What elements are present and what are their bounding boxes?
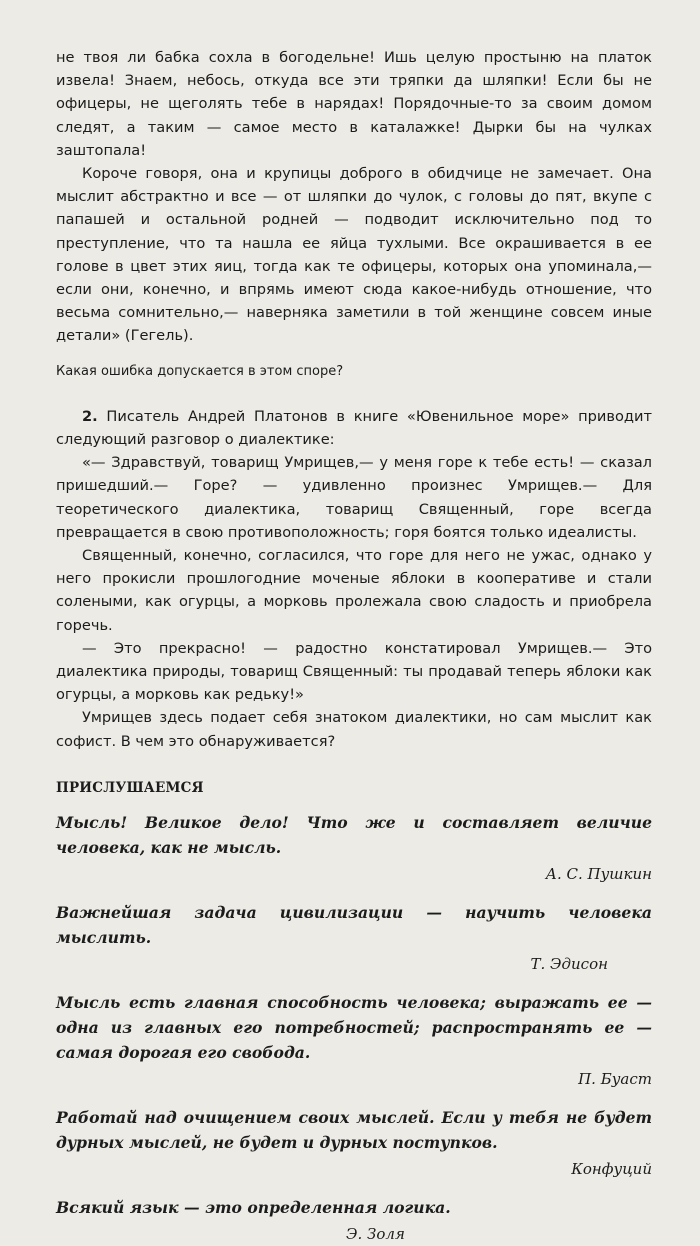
paragraph-hegel-commentary: Короче говоря, она и крупицы доброго в обидчице не замечает. Она мыслит абстрактно и все — от шляпки до чулок, с головы до пят, вкупе с папашей и остальной родней — подводит исключительно под то преступление, что та нашла ее яйца тухлыми. Все окрашивается в ее голове в цвет этих яиц, тогда как те офицеры, которых она упоминала,— если они, конечно, и впрямь имеют сюда какое-нибудь отношение, что весьма сомнительно,— наверняка заметили в той женщине совсем иные детали» (Гегель). (56, 165, 652, 345)
quote-text: Важнейшая задача цивилизации — научить человека мыслить. (56, 903, 652, 948)
paragraph-hegel-continuation: не твоя ли бабка сохла в богодельне! Ишь целую простыню на платок извела! Знаем, небось, откуда все эти тряпки да шляпки! Если бы не офицеры, не щеголять тебе в нарядах! Порядочные-то за своим домом следят, а таким — самое место в каталажке! Дырки бы на чулках заштопала! (56, 49, 652, 159)
quote-author: Т. Эдисон (530, 955, 608, 974)
task-2-dialog-2: Священный, конечно, согласился, что горе для него не ужас, однако у него прокисли прошлогодние моченые яблоки в кооперативе и стали солеными, как огурцы, а морковь пролежала свою сладость и приобрела горечь. (56, 547, 652, 634)
quote-author: Конфуций (571, 1160, 652, 1179)
task-2-intro (56, 405, 652, 451)
quote-author: П. Буаст (578, 1070, 652, 1089)
quote-text: Всякий язык — это определенная логика. (56, 1198, 451, 1218)
task-2-question: Умрищев здесь подает себя знатоком диалектики, но сам мыслит как софист. В чем это обнаруживается? (56, 709, 652, 750)
quote-block (56, 1195, 652, 1246)
task-2-number: 2. (82, 407, 98, 425)
quote-block (56, 990, 652, 1091)
quote-text: Мысль есть главная способность человека; выражать ее — одна из главных его потребностей; распространять ее — самая дорогая его свобода. (56, 993, 652, 1063)
quote-block (56, 1105, 652, 1181)
task-2-dialog-1: «— Здравствуй, товарищ Умрищев,— у меня горе к тебе есть! — сказал пришедший.— Горе? — удивленно произнес Умрищев.— Для теоретического диалектика, товарищ Священный, горе всегда превращается в свою противоположность; горя боятся только идеалисты. (56, 454, 652, 541)
quote-text: Работай над очищением своих мыслей. Если у тебя не будет дурных мыслей, не будет и дурных поступков. (56, 1108, 652, 1153)
task-2-intro-text: Писатель Андрей Платонов в книге «Ювенильное море» приводит следующий разговор о диалектике: (56, 407, 652, 449)
task-2-dialog-3: — Это прекрасно! — радостно констатировал Умрищев.— Это диалектика природы, товарищ Священный: ты продавай теперь яблоки как огурцы, а морковь как редьку!» (56, 639, 652, 704)
question-1: Какая ошибка допускается в этом споре? (56, 363, 344, 379)
quote-author: Э. Золя (346, 1225, 405, 1244)
section-heading: ПРИСЛУШАЕМСЯ (56, 779, 204, 796)
quote-block (56, 900, 652, 976)
quote-author: А. С. Пушкин (545, 865, 652, 884)
quote-block (56, 810, 652, 886)
quote-text: Мысль! Великое дело! Что же и составляет величие человека, как не мысль. (56, 813, 652, 858)
